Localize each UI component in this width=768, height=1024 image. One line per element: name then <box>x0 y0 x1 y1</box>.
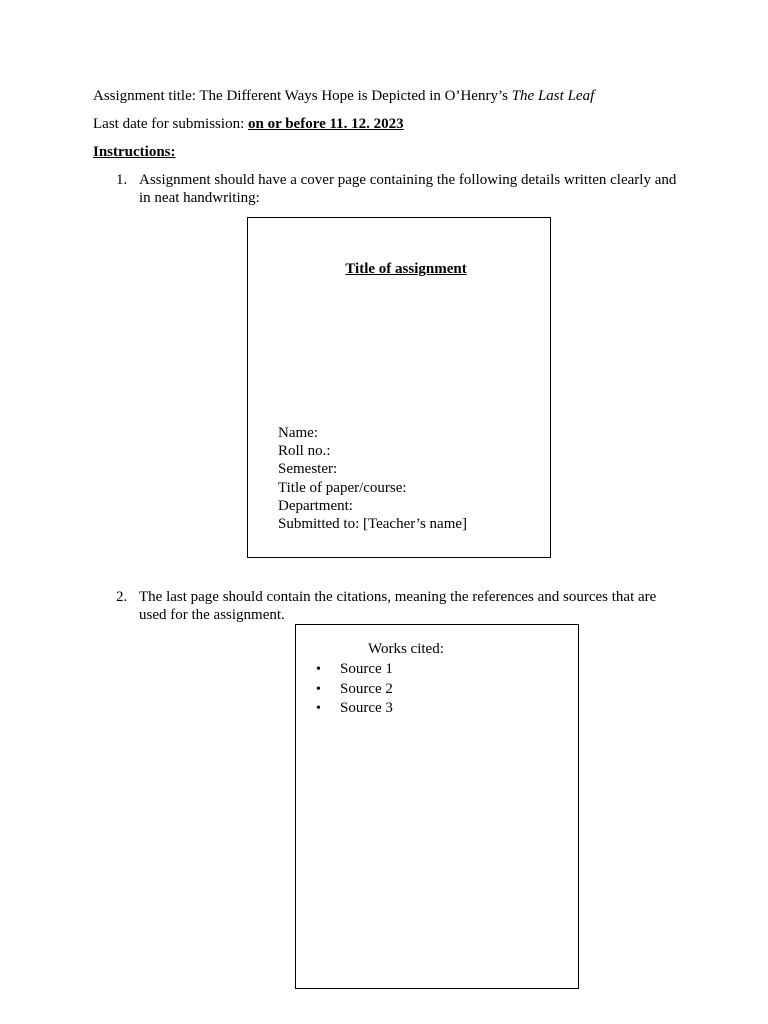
submission-deadline-line <box>93 115 404 133</box>
deadline-label: Last date for submission: <box>93 116 248 132</box>
assignment-title-line <box>93 87 594 105</box>
instruction-number-1: 1. <box>116 172 128 188</box>
source-label: Source 3 <box>340 700 393 716</box>
works-cited-list <box>316 660 393 719</box>
cover-field-department: Department: <box>278 497 353 514</box>
bullet-icon: • <box>316 701 321 716</box>
instruction-number-2: 2. <box>116 589 128 605</box>
works-cited-heading: Works cited: <box>368 641 444 657</box>
cover-page-fields <box>278 424 467 533</box>
assignment-title-label: Assignment title: The Different Ways Hope is Depicted in O’Henry’s <box>93 88 512 104</box>
cover-field-submitted-to: Submitted to: [Teacher’s name] <box>278 516 468 533</box>
cover-field-semester: Semester: <box>278 461 338 478</box>
bullet-icon: • <box>316 681 321 697</box>
cover-page-title: Title of assignment <box>345 261 467 277</box>
instruction-text-2: The last page should contain the citations, meaning the references and sources that are used for the assignment. <box>139 589 657 623</box>
cover-field-roll-no: Roll no.: <box>278 443 331 460</box>
cover-field-name: Name: <box>278 425 318 441</box>
assignment-title-italic: The Last Leaf <box>511 88 595 104</box>
list-item <box>316 699 393 719</box>
instruction-text-1: Assignment should have a cover page containing the following details written clearly and in neat handwriting: <box>139 172 677 206</box>
list-item <box>316 660 393 680</box>
list-item <box>316 680 393 700</box>
bullet-icon: • <box>316 662 321 677</box>
deadline-value: on or before 11. 12. 2023 <box>247 116 404 132</box>
source-label: Source 2 <box>340 680 393 697</box>
cover-page-sample <box>247 217 551 558</box>
instructions-heading: Instructions: <box>93 144 176 160</box>
source-label: Source 1 <box>340 661 393 677</box>
cover-field-paper-course: Title of paper/course: <box>278 479 407 496</box>
works-cited-sample <box>295 624 579 989</box>
